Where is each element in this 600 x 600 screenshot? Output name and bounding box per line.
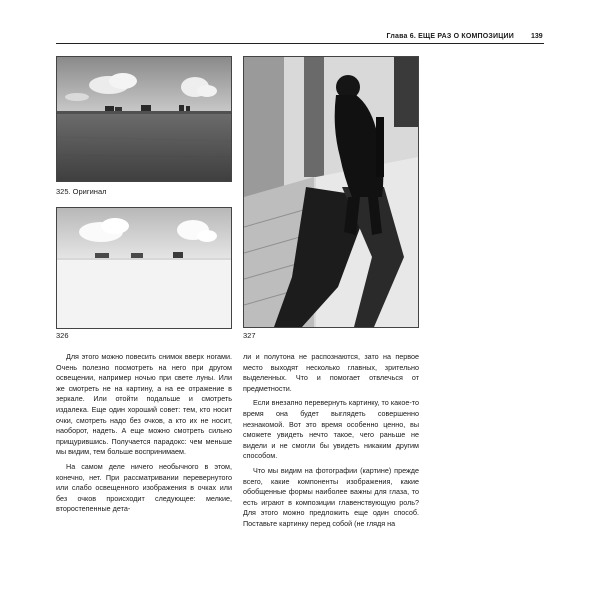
paragraph: Для этого можно повесить снимок вверх ногами. Очень полезно посмотреть на него при другом освещении, например ночью при свете луны. Или же смотреть не на картину, а на ее отражение в зеркале. Или отойти подальше и смотреть издалека. Еще один хороший совет: тем, кто носит очки, смотреть надо без очков, а кто их не носит, наоборот, надеть. А еще можно смотреть сильно прищурившись. Получается парадокс: чем меньше мы видим, тем больше воспринимаем.: [56, 352, 232, 457]
figure-caption-327: 327: [243, 331, 256, 340]
photo-landscape-original-image: [57, 57, 231, 181]
paragraph: Если внезапно перевернуть картинку, то какое-то время она будет выглядеть совершенно незнакомой. Вот это время особенно ценно, вы сможете увидеть нечто такое, чего раньше не видели и не смогли бы увидеть никаким другим способом.: [243, 398, 419, 461]
body-column-left: [56, 352, 232, 515]
photo-landscape-original: [56, 56, 232, 182]
page-number: 139: [531, 33, 543, 40]
photo-landscape-bright-image: [57, 208, 231, 328]
photo-man-shadow-image: [244, 57, 418, 327]
photo-man-shadow: [243, 56, 419, 328]
paragraph: На самом деле ничего необычного в этом, конечно, нет. При рассматривании перевернутого или слабо освещенного изображения в очках или без очков происходит следующее: мелкие, второстепенные дета-: [56, 461, 232, 514]
figure-caption-325: 325. Оригинал: [56, 187, 107, 196]
figure-caption-326: 326: [56, 331, 69, 340]
paragraph: Что мы видим на фотографии (картине) прежде всего, какие компоненты изображения, какие обобщенные формы наиболее важны для глаза, то есть играют в композиции главенствующую роль? Для этого можно предложить еще один способ. Поставьте картинку перед собой (не глядя на: [243, 465, 419, 528]
photo-landscape-bright: [56, 207, 232, 329]
chapter-title: Глава 6. ЕЩЕ РАЗ О КОМПОЗИЦИИ: [386, 33, 514, 40]
paragraph: ли и полутона не распознаются, зато на первое место выходят несколько главных, зрительно выделенных. Что и помогает отвлечься от предметности.: [243, 352, 419, 393]
header-rule: [56, 43, 544, 44]
body-column-right: [243, 352, 419, 530]
